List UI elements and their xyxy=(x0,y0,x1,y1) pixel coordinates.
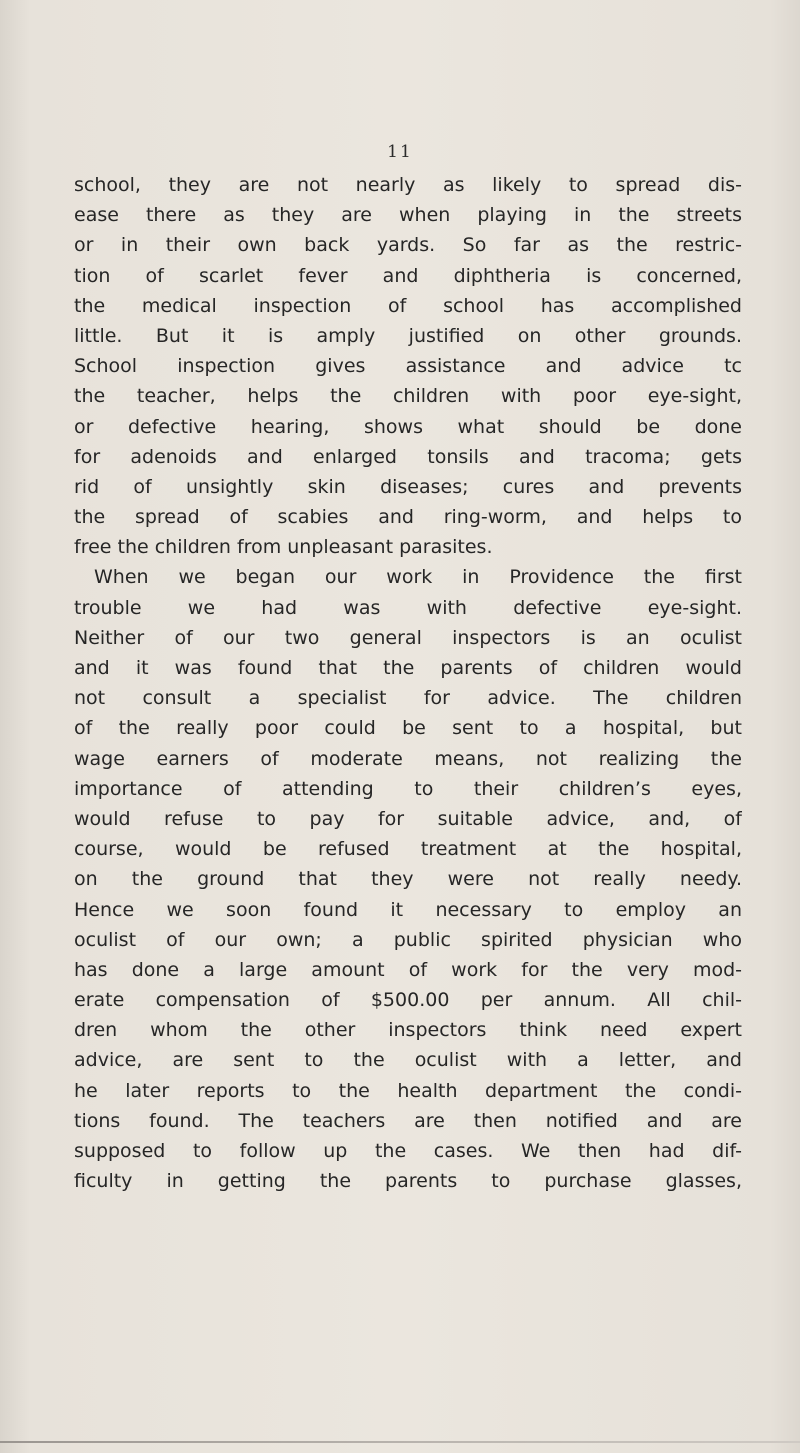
text-line: rid of unsightly skin diseases; cures and prevents xyxy=(74,475,742,498)
text-line: not consult a specialist for advice. The children xyxy=(74,687,742,710)
text-line: on the ground that they were not really needy. xyxy=(74,868,742,891)
text-line: dren whom the other inspectors think need expert xyxy=(74,1019,742,1042)
paragraph-start-line: When we began our work in Providence the first xyxy=(94,566,742,589)
text-line: erate compensation of $500.00 per annum. All chil- xyxy=(74,989,742,1012)
text-line: or in their own back yards. So far as the restric- xyxy=(74,234,742,257)
text-line: tions found. The teachers are then notified and are xyxy=(74,1109,742,1132)
text-line: the medical inspection of school has accomplished xyxy=(74,294,742,317)
text-line: advice, are sent to the oculist with a letter, and xyxy=(74,1049,742,1072)
text-line: importance of attending to their children’s eyes, xyxy=(74,777,742,800)
text-line: and it was found that the parents of children would xyxy=(74,657,742,679)
text-line: for adenoids and enlarged tonsils and tracoma; gets xyxy=(74,445,742,468)
text-line: Neither of our two general inspectors is an oculist xyxy=(74,626,742,649)
text-line: free the children from unpleasant parasites. xyxy=(74,536,493,559)
text-line: Hence we soon found it necessary to employ an xyxy=(74,898,742,921)
text-line: little. But it is amply justified on other grounds. xyxy=(74,324,742,347)
text-line: has done a large amount of work for the very mod- xyxy=(74,958,742,981)
text-line: or defective hearing, shows what should be done xyxy=(74,415,742,438)
text-line: he later reports to the health department the condi- xyxy=(74,1079,742,1102)
text-line: the teacher, helps the children with poor eye-sight, xyxy=(74,385,742,408)
text-line: School inspection gives assistance and advice tc xyxy=(74,355,742,378)
text-line: trouble we had was with defective eye-sight. xyxy=(74,596,742,619)
text-line: ficulty in getting the parents to purchase glasses, xyxy=(74,1170,742,1193)
text-line: supposed to follow up the cases. We then had dif- xyxy=(74,1140,742,1162)
text-line: school, they are not nearly as likely to spread dis- xyxy=(74,174,742,196)
page-number: 11 xyxy=(387,142,413,162)
text-line: would refuse to pay for suitable advice, and, of xyxy=(74,807,742,830)
text-line: oculist of our own; a public spirited physician who xyxy=(74,928,742,951)
body-text xyxy=(74,170,742,1196)
text-line: the spread of scabies and ring-worm, and helps to xyxy=(74,506,742,529)
text-line: course, would be refused treatment at the hospital, xyxy=(74,838,742,861)
text-line: of the really poor could be sent to a hospital, but xyxy=(74,717,742,740)
text-line: tion of scarlet fever and diphtheria is concerned, xyxy=(74,264,742,287)
text-line: ease there as they are when playing in the streets xyxy=(74,204,742,227)
bottom-edge-rule xyxy=(0,1441,800,1443)
text-line: wage earners of moderate means, not realizing the xyxy=(74,747,742,770)
